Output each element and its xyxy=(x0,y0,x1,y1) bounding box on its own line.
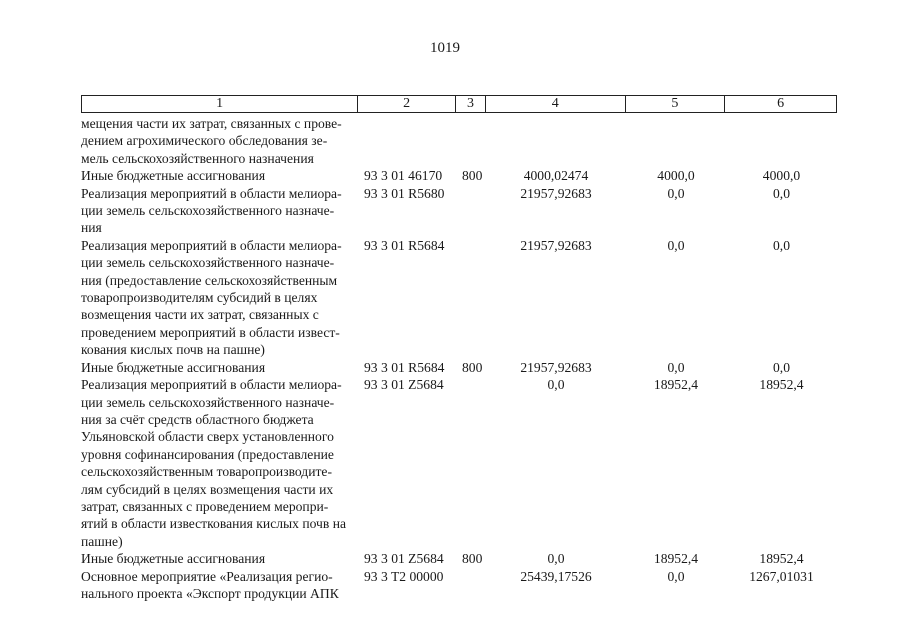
row-value-col5 xyxy=(626,550,726,567)
cell-line: Основное мероприятие «Реализация регио- xyxy=(81,568,333,584)
row-value-col5 xyxy=(626,376,726,550)
row-value-col6 xyxy=(726,115,837,167)
row-expense-type xyxy=(456,185,486,237)
row-expense-type xyxy=(456,115,486,167)
column-header-4: 4 xyxy=(486,96,626,112)
row-value-col4 xyxy=(486,185,626,237)
row-value-col6 xyxy=(726,568,837,603)
row-expense-type xyxy=(456,376,486,550)
cell-line: Ульяновской области сверх установленного xyxy=(81,429,334,445)
cell-line: Реализация мероприятий в области мелиора- xyxy=(81,377,342,393)
row-value-col4 xyxy=(486,550,626,567)
row-value-col5 xyxy=(626,167,726,184)
table-row xyxy=(81,568,837,603)
row-code: 93 3 01 R5684 xyxy=(364,237,445,253)
cell-line: 21957,92683 xyxy=(520,359,592,375)
row-description xyxy=(81,185,358,237)
table-row xyxy=(81,359,837,376)
cell-line: 0,0 xyxy=(667,568,685,584)
cell-line: лям субсидий в целях возмещения части их xyxy=(81,481,334,497)
row-value-col4 xyxy=(486,115,626,167)
row-description xyxy=(81,568,358,603)
row-description xyxy=(81,115,358,167)
row-value-col4 xyxy=(486,237,626,359)
column-header-3: 3 xyxy=(456,96,486,112)
cell-line: сельскохозяйственным товаропроизводите- xyxy=(81,464,332,480)
cell-line: затрат, связанных с проведением меропри- xyxy=(81,498,329,514)
row-description xyxy=(81,376,358,550)
column-header-1: 1 xyxy=(82,96,358,112)
row-value-col6 xyxy=(726,237,837,359)
cell-line: ния (предоставление сельскохозяйственным xyxy=(81,272,338,288)
row-expense-type: 800 xyxy=(462,359,483,375)
column-header-6: 6 xyxy=(777,96,785,111)
row-value-col4 xyxy=(486,568,626,603)
cell-line: кования кислых почв на пашне) xyxy=(81,342,265,358)
cell-line: 4000,0 xyxy=(762,168,801,184)
row-value-col5 xyxy=(626,237,726,359)
cell-line: мещения части их затрат, связанных с прове- xyxy=(81,116,342,131)
cell-line: возмещения части их затрат, связанных с xyxy=(81,307,319,323)
row-value-col4 xyxy=(486,359,626,376)
table-row xyxy=(81,185,837,237)
column-header-5: 5 xyxy=(626,96,726,112)
row-description xyxy=(81,359,358,376)
row-code: 93 3 01 R5680 xyxy=(364,185,445,201)
cell-line: нального проекта «Экспорт продукции АПК xyxy=(81,585,339,601)
row-expense-type: 800 xyxy=(462,168,483,184)
table-row xyxy=(81,115,837,167)
cell-line: ции земель сельскохозяйственного назначе- xyxy=(81,394,335,410)
row-value-col5 xyxy=(626,185,726,237)
cell-line: Реализация мероприятий в области мелиора- xyxy=(81,237,342,253)
cell-line: 25439,17526 xyxy=(520,568,592,584)
row-value-col5 xyxy=(626,359,726,376)
row-value-col4 xyxy=(486,167,626,184)
table-header xyxy=(81,95,837,113)
cell-line: 1267,01031 xyxy=(749,568,814,584)
cell-line: 0,0 xyxy=(773,237,790,253)
cell-line: Иные бюджетные ассигнования xyxy=(81,168,266,184)
cell-line: 18952,4 xyxy=(759,551,804,567)
cell-line: 4000,0 xyxy=(657,168,695,184)
row-value-col6 xyxy=(726,167,837,184)
cell-line: ции земель сельскохозяйственного назначе- xyxy=(81,203,335,219)
cell-line: Иные бюджетные ассигнования xyxy=(81,359,266,375)
row-value-col6 xyxy=(726,359,837,376)
row-expense-type xyxy=(456,237,486,359)
row-description xyxy=(81,550,358,567)
cell-line: 0,0 xyxy=(667,185,685,201)
cell-line: ятий в области известкования кислых почв на xyxy=(81,516,347,532)
cell-line: 18952,4 xyxy=(759,377,804,393)
cell-line: дением агрохимического обследования зе- xyxy=(81,133,328,149)
row-value-col5 xyxy=(626,115,726,167)
cell-line: 0,0 xyxy=(547,551,565,567)
row-value-col6 xyxy=(726,185,837,237)
row-value-col6 xyxy=(726,376,837,550)
page-number: 1019 xyxy=(430,40,460,56)
cell-line: 18952,4 xyxy=(653,377,699,393)
cell-line: проведением мероприятий в области извест- xyxy=(81,324,340,340)
table-row xyxy=(81,550,837,567)
cell-line: 0,0 xyxy=(667,359,685,375)
cell-line: 0,0 xyxy=(773,185,790,201)
row-code: 93 3 01 R5684 xyxy=(364,359,445,375)
cell-line: Реализация мероприятий в области мелиора- xyxy=(81,185,342,201)
row-code: 93 3 T2 00000 xyxy=(364,568,444,584)
table-body xyxy=(81,115,837,602)
row-code: 93 3 01 46170 xyxy=(364,168,443,184)
row-description xyxy=(81,167,358,184)
row-code xyxy=(358,115,456,167)
cell-line: уровня софинансирования (предоставление xyxy=(81,446,334,462)
table-row xyxy=(81,376,837,550)
row-expense-type: 800 xyxy=(462,551,483,567)
row-value-col4 xyxy=(486,376,626,550)
table-row xyxy=(81,237,837,359)
column-header-2: 2 xyxy=(358,96,456,112)
cell-line: пашне) xyxy=(81,533,123,549)
row-expense-type xyxy=(456,568,486,603)
cell-line: 0,0 xyxy=(667,237,685,253)
cell-line: 18952,4 xyxy=(653,551,699,567)
cell-line: ния за счёт средств областного бюджета xyxy=(81,411,314,427)
row-code: 93 3 01 Z5684 xyxy=(364,551,444,567)
cell-line: ции земель сельскохозяйственного назначе- xyxy=(81,255,335,271)
row-value-col5 xyxy=(626,568,726,603)
cell-line: 4000,02474 xyxy=(523,168,589,184)
cell-line: ния xyxy=(81,220,102,236)
cell-line: 0,0 xyxy=(773,359,790,375)
cell-line: мель сельскохозяйственного назначения xyxy=(81,150,314,166)
row-value-col6 xyxy=(726,550,837,567)
cell-line: 21957,92683 xyxy=(520,237,592,253)
cell-line: Иные бюджетные ассигнования xyxy=(81,551,266,567)
row-description xyxy=(81,237,358,359)
cell-line: 21957,92683 xyxy=(520,185,592,201)
cell-line: 0,0 xyxy=(547,377,565,393)
table-row xyxy=(81,167,837,184)
row-code: 93 3 01 Z5684 xyxy=(364,377,444,393)
cell-line: товаропроизводителям субсидий в целях xyxy=(81,290,318,306)
